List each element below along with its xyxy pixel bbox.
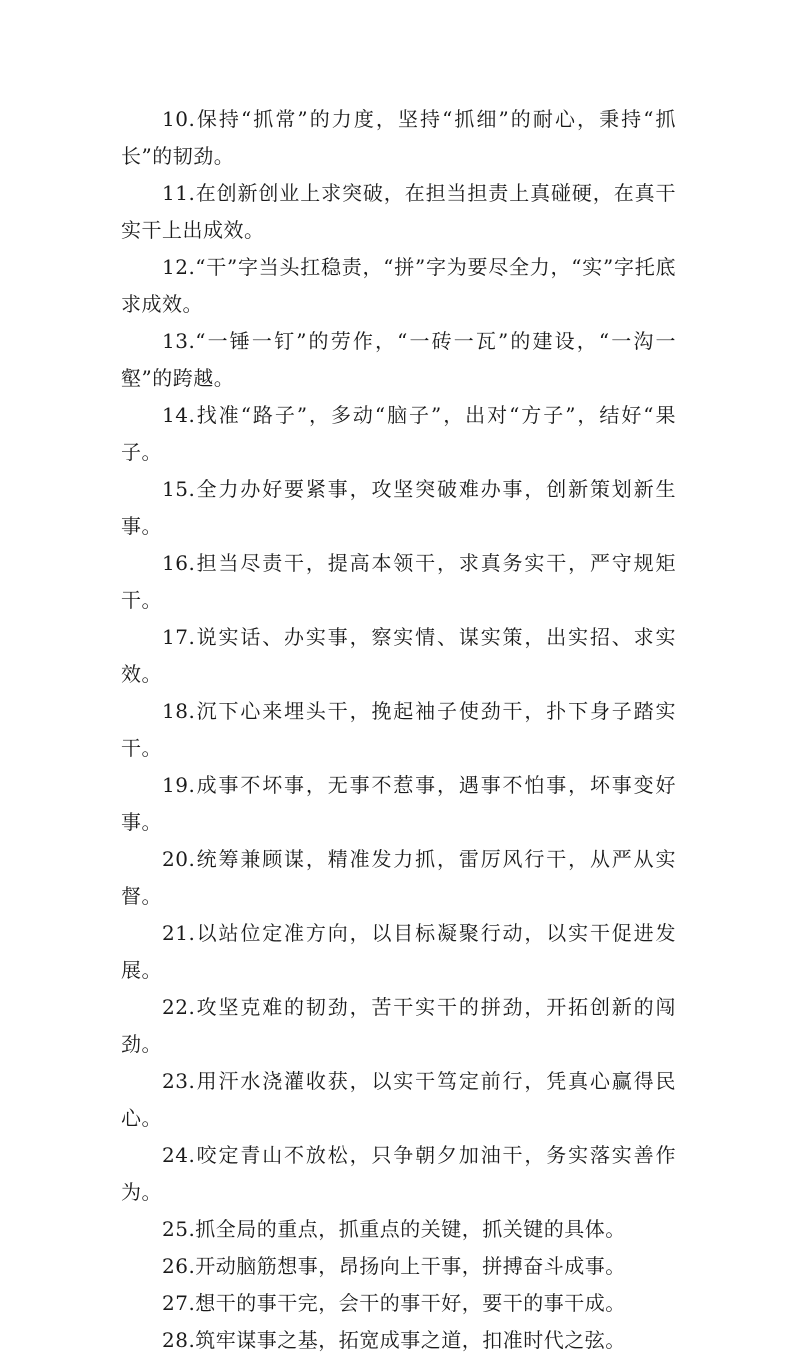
list-item-15: 15.全力办好要紧事，攻坚突破难办事，创新策划新生事。 — [121, 477, 676, 538]
list-item-11: 11.在创新创业上求突破，在担当担责上真碰硬，在真干实干上出成效。 — [121, 181, 676, 242]
list-item-14: 14.找准“路子”，多动“脑子”，出对“方子”，结好“果子。 — [121, 403, 676, 464]
list-item-16: 16.担当尽责干，提高本领干，求真务实干，严守规矩干。 — [121, 551, 676, 612]
list-item-12: 12.“干”字当头扛稳责，“拼”字为要尽全力，“实”字托底求成效。 — [121, 255, 676, 316]
list-item-21: 21.以站位定准方向，以目标凝聚行动，以实干促进发展。 — [121, 921, 676, 982]
list-item-10: 10.保持“抓常”的力度，坚持“抓细”的耐心，秉持“抓长”的韧劲。 — [121, 107, 676, 168]
list-item-27: 27.想干的事干完，会干的事干好，要干的事干成。 — [162, 1291, 626, 1315]
list-item-24: 24.咬定青山不放松，只争朝夕加油干，务实落实善作为。 — [121, 1143, 676, 1204]
list-item-23: 23.用汗水浇灌收获，以实干笃定前行，凭真心赢得民心。 — [121, 1069, 676, 1130]
list-item-13: 13.“一锤一钉”的劳作，“一砖一瓦”的建设，“一沟一壑”的跨越。 — [121, 329, 676, 390]
list-item-28: 28.筑牢谋事之基，拓宽成事之道，扣准时代之弦。 — [162, 1328, 626, 1352]
list-item-25: 25.抓全局的重点，抓重点的关键，抓关键的具体。 — [162, 1217, 626, 1241]
list-item-18: 18.沉下心来埋头干，挽起袖子使劲干，扑下身子踏实干。 — [121, 699, 676, 760]
list-item-22: 22.攻坚克难的韧劲，苦干实干的拼劲，开拓创新的闯劲。 — [121, 995, 676, 1056]
list-item-26: 26.开动脑筋想事，昂扬向上干事，拼搏奋斗成事。 — [162, 1254, 626, 1278]
list-item-20: 20.统筹兼顾谋，精准发力抓，雷厉风行干，从严从实督。 — [121, 847, 676, 908]
list-item-19: 19.成事不坏事，无事不惹事，遇事不怕事，坏事变好事。 — [121, 773, 676, 834]
list-item-17: 17.说实话、办实事，察实情、谋实策，出实招、求实效。 — [121, 625, 676, 686]
document-body — [121, 101, 676, 1359]
